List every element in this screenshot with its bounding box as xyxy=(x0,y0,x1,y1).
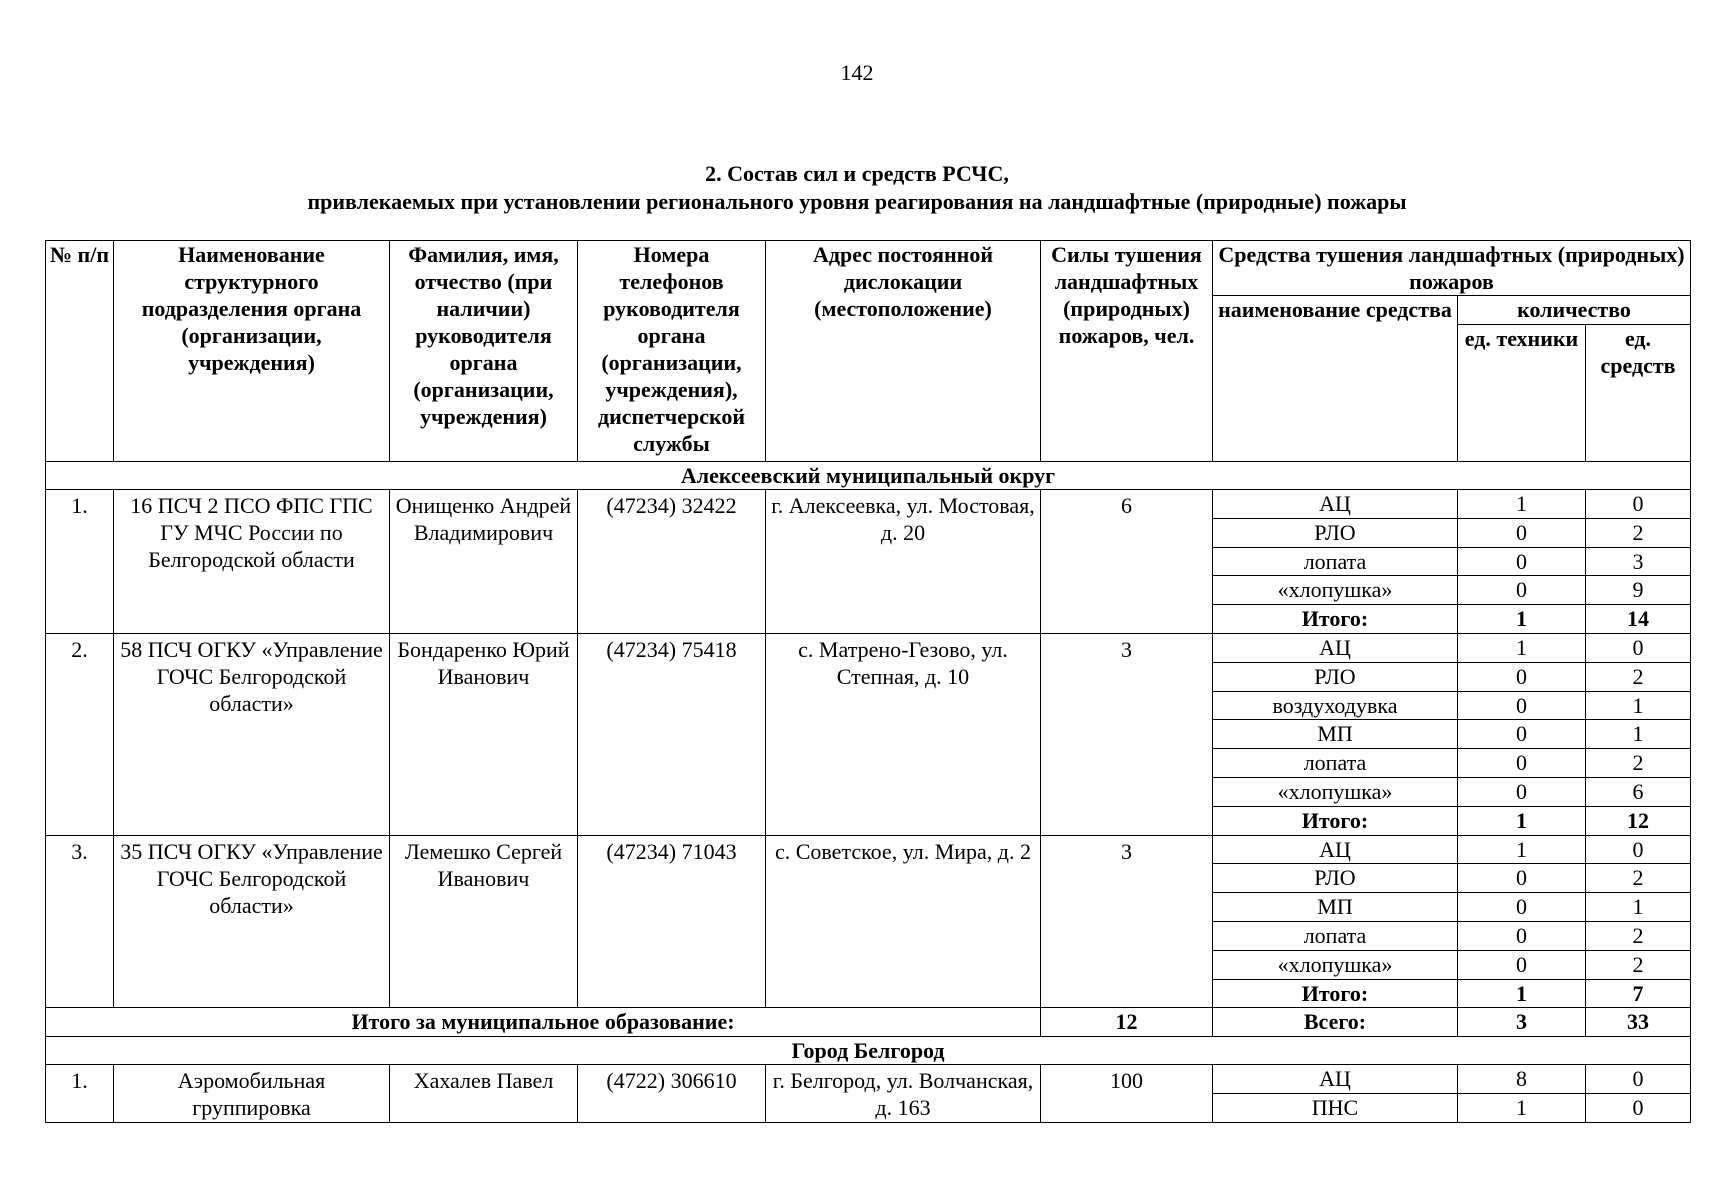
document-title xyxy=(0,160,1714,216)
equipment-name: АЦ xyxy=(1213,1065,1458,1094)
equipment-name: МП xyxy=(1213,720,1458,749)
phone-number: (4722) 306610 xyxy=(578,1065,766,1123)
page-number: 142 xyxy=(840,60,874,85)
header-phones: Номера телефонов руководителя органа (организации, учреждения), диспетчерской службы xyxy=(578,241,766,462)
equipment-means-count: 1 xyxy=(1586,691,1691,720)
row-number: 2. xyxy=(46,633,114,835)
total-label-all: Всего: xyxy=(1213,1008,1458,1037)
equipment-name: лопата xyxy=(1213,749,1458,778)
equipment-name: АЦ xyxy=(1213,835,1458,864)
equipment-name: АЦ xyxy=(1213,633,1458,662)
equipment-name: РЛО xyxy=(1213,518,1458,547)
equipment-tech-count: 1 xyxy=(1458,1093,1586,1122)
equipment-tech-count: 0 xyxy=(1458,576,1586,605)
header-quantity: количество xyxy=(1458,296,1691,325)
head-name: Онищенко Андрей Владимирович xyxy=(390,490,578,634)
head-name: Хахалев Павел xyxy=(390,1065,578,1123)
equipment-means-count: 2 xyxy=(1586,950,1691,979)
equipment-tech-count: 0 xyxy=(1458,864,1586,893)
forces-count: 6 xyxy=(1041,490,1213,634)
title-line-2: привлекаемых при установлении регионального уровня реагирования на ландшафтные (природные) пожары xyxy=(307,189,1407,214)
equipment-tech-count: 1 xyxy=(1458,979,1586,1008)
head-name: Бондаренко Юрий Иванович xyxy=(390,633,578,835)
equipment-means-count: 9 xyxy=(1586,576,1691,605)
table-row xyxy=(46,1065,1691,1094)
header-forces: Силы тушения ландшафтных (природных) пожаров, чел. xyxy=(1041,241,1213,462)
equipment-name: РЛО xyxy=(1213,662,1458,691)
total-row xyxy=(46,1008,1691,1037)
equipment-tech-count: 0 xyxy=(1458,777,1586,806)
equipment-tech-count: 0 xyxy=(1458,518,1586,547)
equipment-name: воздуходувка xyxy=(1213,691,1458,720)
table-row xyxy=(46,633,1691,662)
equipment-tech-count: 0 xyxy=(1458,749,1586,778)
header-units-equipment: ед. техники xyxy=(1458,325,1586,462)
equipment-tech-count: 0 xyxy=(1458,893,1586,922)
equipment-tech-count: 0 xyxy=(1458,662,1586,691)
unit-name: 58 ПСЧ ОГКУ «Управление ГОЧС Белгородской области» xyxy=(114,633,390,835)
equipment-means-count: 0 xyxy=(1586,1093,1691,1122)
total-forces: 12 xyxy=(1041,1008,1213,1037)
section-row xyxy=(46,462,1691,490)
unit-name: Аэромобильная группировка xyxy=(114,1065,390,1123)
equipment-means-count: 2 xyxy=(1586,518,1691,547)
phone-number: (47234) 75418 xyxy=(578,633,766,835)
equipment-means-count: 7 xyxy=(1586,979,1691,1008)
equipment-means-count: 1 xyxy=(1586,893,1691,922)
total-label: Итого за муниципальное образование: xyxy=(46,1008,1041,1037)
forces-count: 3 xyxy=(1041,835,1213,1008)
equipment-means-count: 2 xyxy=(1586,921,1691,950)
equipment-name: Итого: xyxy=(1213,979,1458,1008)
header-means-name: наименование средства xyxy=(1213,296,1458,462)
header-num: № п/п xyxy=(46,241,114,462)
row-number: 3. xyxy=(46,835,114,1008)
equipment-means-count: 12 xyxy=(1586,806,1691,835)
equipment-tech-count: 1 xyxy=(1458,806,1586,835)
unit-name: 16 ПСЧ 2 ПСО ФПС ГПС ГУ МЧС России по Белгородской области xyxy=(114,490,390,634)
equipment-name: РЛО xyxy=(1213,864,1458,893)
header-name: Наименование структурного подразделения органа (организации, учреждения) xyxy=(114,241,390,462)
row-number: 1. xyxy=(46,1065,114,1123)
equipment-means-count: 14 xyxy=(1586,605,1691,634)
equipment-means-count: 2 xyxy=(1586,662,1691,691)
equipment-means-count: 0 xyxy=(1586,1065,1691,1094)
address: с. Матрено-Гезово, ул. Степная, д. 10 xyxy=(766,633,1041,835)
equipment-tech-count: 0 xyxy=(1458,950,1586,979)
header-row xyxy=(46,241,1691,296)
equipment-tech-count: 0 xyxy=(1458,720,1586,749)
equipment-means-count: 6 xyxy=(1586,777,1691,806)
forces-count: 100 xyxy=(1041,1065,1213,1123)
equipment-name: МП xyxy=(1213,893,1458,922)
unit-name: 35 ПСЧ ОГКУ «Управление ГОЧС Белгородской области» xyxy=(114,835,390,1008)
equipment-tech-count: 1 xyxy=(1458,490,1586,519)
address: с. Советское, ул. Мира, д. 2 xyxy=(766,835,1041,1008)
section-name: Город Белгород xyxy=(46,1037,1691,1065)
equipment-tech-count: 1 xyxy=(1458,605,1586,634)
section-name: Алексеевский муниципальный округ xyxy=(46,462,1691,490)
head-name: Лемешко Сергей Иванович xyxy=(390,835,578,1008)
equipment-name: Итого: xyxy=(1213,806,1458,835)
table-row xyxy=(46,490,1691,519)
equipment-tech-count: 0 xyxy=(1458,691,1586,720)
equipment-tech-count: 8 xyxy=(1458,1065,1586,1094)
total-means: 33 xyxy=(1586,1008,1691,1037)
equipment-name: лопата xyxy=(1213,921,1458,950)
address: г. Белгород, ул. Волчанская, д. 163 xyxy=(766,1065,1041,1123)
equipment-tech-count: 0 xyxy=(1458,547,1586,576)
equipment-tech-count: 1 xyxy=(1458,835,1586,864)
equipment-means-count: 2 xyxy=(1586,749,1691,778)
header-address: Адрес постоянной дислокации (местоположение) xyxy=(766,241,1041,462)
equipment-name: «хлопушка» xyxy=(1213,777,1458,806)
equipment-name: АЦ xyxy=(1213,490,1458,519)
section-row xyxy=(46,1037,1691,1065)
equipment-means-count: 3 xyxy=(1586,547,1691,576)
header-means: Средства тушения ландшафтных (природных) пожаров xyxy=(1213,241,1691,296)
address: г. Алексеевка, ул. Мостовая, д. 20 xyxy=(766,490,1041,634)
forces-table xyxy=(45,240,1691,1123)
row-number: 1. xyxy=(46,490,114,634)
header-units-means: ед. средств xyxy=(1586,325,1691,462)
equipment-name: «хлопушка» xyxy=(1213,950,1458,979)
equipment-means-count: 0 xyxy=(1586,633,1691,662)
table-row xyxy=(46,835,1691,864)
equipment-name: лопата xyxy=(1213,547,1458,576)
phone-number: (47234) 71043 xyxy=(578,835,766,1008)
equipment-means-count: 0 xyxy=(1586,490,1691,519)
equipment-means-count: 0 xyxy=(1586,835,1691,864)
table-body xyxy=(46,462,1691,1123)
equipment-means-count: 1 xyxy=(1586,720,1691,749)
header-head: Фамилия, имя, отчество (при наличии) руководителя органа (организации, учреждения) xyxy=(390,241,578,462)
equipment-tech-count: 0 xyxy=(1458,921,1586,950)
title-line-1: 2. Состав сил и средств РСЧС, xyxy=(705,161,1009,186)
equipment-name: Итого: xyxy=(1213,605,1458,634)
total-tech: 3 xyxy=(1458,1008,1586,1037)
equipment-means-count: 2 xyxy=(1586,864,1691,893)
forces-count: 3 xyxy=(1041,633,1213,835)
equipment-name: ПНС xyxy=(1213,1093,1458,1122)
phone-number: (47234) 32422 xyxy=(578,490,766,634)
equipment-name: «хлопушка» xyxy=(1213,576,1458,605)
equipment-tech-count: 1 xyxy=(1458,633,1586,662)
